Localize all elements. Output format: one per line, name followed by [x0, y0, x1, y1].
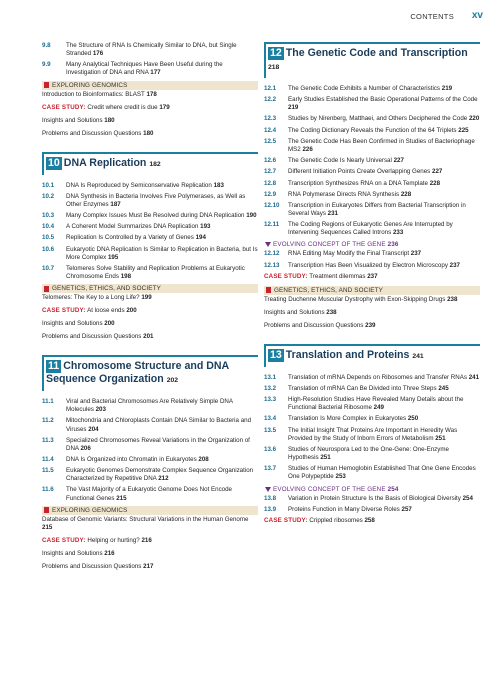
toc-entry[interactable] — [42, 61, 258, 77]
section-number: 13.3 — [264, 396, 277, 404]
section-number: 12.12 — [264, 250, 280, 258]
toc-entry[interactable] — [42, 265, 258, 281]
toc-entry[interactable] — [264, 427, 480, 443]
insights-entry[interactable] — [42, 117, 258, 125]
section-number: 9.8 — [42, 42, 51, 49]
toc-entry[interactable] — [42, 193, 258, 209]
chapter-heading-11[interactable] — [42, 355, 258, 391]
section-title: Viral and Bacterial Chromosomes Are Relatively Simple DNA Molecules — [66, 398, 233, 414]
section-page: 176 — [92, 50, 104, 58]
toc-entry[interactable] — [264, 191, 480, 199]
feature-title: Treating Duchenne Muscular Dystrophy with Exon-Skipping Drugs — [264, 295, 446, 303]
section-page: 193 — [200, 223, 211, 231]
case-study-page: 216 — [141, 536, 152, 544]
feature-title: Telomeres: The Key to a Long Life? — [42, 294, 140, 302]
toc-entry[interactable] — [264, 85, 480, 93]
section-title: Eukaryotic DNA Replication Is Similar to Replication in Bacteria, but Is More Complex — [66, 245, 258, 261]
toc-entry[interactable] — [264, 262, 480, 270]
section-title: A Coherent Model Summarizes DNA Replication — [66, 223, 199, 231]
section-number: 10.1 — [42, 181, 55, 189]
section-number: 12.11 — [264, 221, 280, 229]
toc-entry[interactable] — [264, 385, 480, 393]
section-number: 12.10 — [264, 201, 280, 209]
section-number: 13.5 — [264, 426, 277, 434]
toc-entry[interactable] — [264, 168, 480, 176]
feature-page: 238 — [447, 295, 458, 303]
section-title: Transcription Has Been Visualized by Electron Microscopy — [288, 261, 448, 269]
section-page: 198 — [120, 272, 132, 280]
section-page: 253 — [335, 473, 346, 481]
toc-entry[interactable] — [42, 437, 258, 453]
toc-entry[interactable] — [264, 495, 480, 503]
section-number: 10.2 — [42, 192, 55, 200]
insights-label: Insights and Solutions — [42, 116, 103, 124]
feature-banner: GENETICS, ETHICS, AND SOCIETY — [264, 286, 480, 295]
case-study-page: 237 — [367, 272, 378, 280]
chapter-number: 10 — [48, 156, 60, 169]
problems-label: Problems and Discussion Questions — [42, 129, 142, 137]
insights-page: 238 — [326, 308, 337, 316]
feature-title: Database of Genomic Variants: Structural Variations in the Human Genome — [42, 515, 249, 523]
chapter-page: 202 — [166, 377, 179, 385]
evolving-concept-banner[interactable] — [264, 240, 480, 249]
section-number: 12.4 — [264, 126, 277, 134]
section-page: 245 — [438, 385, 449, 392]
toc-entry[interactable] — [264, 180, 480, 188]
chapter-title: DNA Replication — [63, 156, 147, 169]
section-number: 11.4 — [42, 456, 54, 463]
section-title: Replication Is Controlled by a Variety of Genes — [66, 234, 194, 242]
section-title: DNA Is Reproduced by Semiconservative Replication — [66, 181, 212, 189]
problems-label: Problems and Discussion Questions — [42, 562, 142, 570]
problems-entry[interactable] — [264, 322, 480, 330]
toc-entry[interactable] — [264, 127, 480, 135]
section-title: Many Complex Issues Must Be Resolved during DNA Replication — [66, 212, 245, 220]
feature-banner: EXPLORING GENOMICS — [42, 81, 258, 90]
section-number: 11.5 — [42, 467, 54, 475]
section-page: 187 — [110, 200, 121, 208]
case-study-title: Treatment dilemmas — [309, 272, 366, 280]
section-title: Studies of Human Hemoglobin Established That One Gene Encodes One Polypeptide — [288, 465, 476, 481]
section-title: Transcription Synthesizes RNA on a DNA Template — [288, 179, 428, 187]
section-page: 183 — [213, 181, 224, 189]
toc-entry[interactable] — [42, 42, 258, 58]
section-title: Specialized Chromosomes Reveal Variations in the Organization of DNA — [66, 436, 250, 452]
section-number: 13.4 — [264, 415, 277, 423]
section-page: 208 — [198, 456, 209, 463]
section-number: 13.1 — [264, 373, 277, 381]
section-title: RNA Polymerase Directs RNA Synthesis — [288, 190, 400, 198]
section-title: The Coding Regions of Eukaryotic Genes Are Interrupted by Intervening Sequences Called Introns — [288, 221, 453, 237]
section-title: Studies of Neurospora Led to the One-Gene: One-Enzyme Hypothesis — [288, 445, 449, 462]
section-number: 11.6 — [42, 486, 54, 494]
insights-page: 180 — [104, 116, 115, 124]
section-number: 12.9 — [264, 190, 277, 198]
case-study-label: CASE STUDY: — [264, 272, 308, 280]
section-title: Many Analytical Techniques Have Been Useful during the Investigation of DNA and RNA — [66, 61, 223, 77]
evolving-concept-label: EVOLVING CONCEPT OF THE GENE — [273, 241, 386, 249]
case-study-label: CASE STUDY: — [42, 307, 86, 315]
section-title: Mitochondria and Chloroplasts Contain DNA Similar to Bacteria and Viruses — [66, 417, 252, 433]
section-number: 10.3 — [42, 212, 55, 220]
feature-banner: EXPLORING GENOMICS — [42, 506, 258, 515]
insights-page: 200 — [104, 320, 115, 328]
insights-entry[interactable] — [42, 550, 258, 558]
section-title: The Initial Insight That Proteins Are Important in Heredity Was Provided by the Study of Inborn Errors of Metabolism — [288, 426, 458, 442]
page-number: xv — [471, 10, 483, 21]
case-study-title: Helping or hurting? — [87, 536, 140, 544]
evolving-concept-banner[interactable] — [264, 485, 480, 494]
running-head: CONTENTS — [410, 12, 454, 21]
toc-entry[interactable] — [264, 465, 480, 481]
section-title: Early Studies Established the Basic Operational Patterns of the Code — [288, 96, 478, 104]
section-page: 225 — [458, 126, 469, 134]
section-page: 251 — [435, 434, 446, 442]
case-study-title: Credit where credit is due — [87, 103, 158, 111]
section-number: 10.5 — [42, 234, 55, 242]
section-title: DNA Is Organized into Chromatin in Eukaryotes — [66, 456, 197, 463]
insights-label: Insights and Solutions — [264, 308, 325, 316]
chapter-title: Chromosome Structure and DNA Sequence Organization — [46, 360, 229, 386]
toc-entry[interactable] — [264, 396, 480, 412]
section-page: 231 — [327, 209, 338, 217]
chapter-page: 182 — [149, 160, 161, 168]
section-page: 251 — [320, 454, 331, 462]
toc-entry[interactable] — [42, 486, 258, 502]
section-page: 206 — [80, 444, 91, 452]
toc-entry[interactable] — [264, 250, 480, 258]
section-page: 227 — [393, 157, 404, 165]
section-number: 11.1 — [42, 398, 54, 406]
insights-label: Insights and Solutions — [42, 549, 103, 557]
insights-page: 216 — [104, 549, 115, 557]
section-number: 10.4 — [42, 223, 55, 231]
case-study-page: 200 — [126, 307, 137, 315]
section-number: 12.3 — [264, 115, 277, 123]
chapter-heading-10[interactable] — [42, 152, 258, 175]
toc-entry[interactable] — [264, 96, 480, 112]
chapter-number: 11 — [48, 360, 60, 373]
section-title: Telomeres Solve Stability and Replication Problems at Eukaryotic Chromosome Ends — [66, 264, 245, 280]
section-number: 13.6 — [264, 445, 277, 453]
section-page: 177 — [150, 69, 161, 77]
chapter-page: 241 — [412, 352, 424, 360]
toc-entry[interactable] — [264, 446, 480, 462]
section-page: 237 — [410, 250, 422, 258]
section-number: 13.2 — [264, 385, 277, 392]
feature-entry[interactable] — [42, 91, 258, 99]
section-title: Variation in Protein Structure Is the Basis of Biological Diversity — [288, 494, 461, 502]
chapter-heading-13[interactable] — [264, 344, 480, 367]
chapter-page: 218 — [268, 64, 280, 71]
section-title: The Genetic Code Exhibits a Number of Characteristics — [288, 85, 441, 92]
feature-entry[interactable] — [42, 516, 258, 532]
section-title: RNA Editing May Modify the Final Transcript — [288, 250, 410, 258]
section-title: The Genetic Code Is Nearly Universal — [288, 157, 392, 165]
section-page: 226 — [302, 145, 313, 153]
section-title: The Structure of RNA Is Chemically Similar to DNA, but Single Stranded — [66, 42, 237, 58]
section-number: 9.9 — [42, 61, 51, 69]
evolving-concept-label: EVOLVING CONCEPT OF THE GENE — [273, 485, 386, 493]
section-page: 250 — [407, 415, 419, 423]
feature-banner: GENETICS, ETHICS, AND SOCIETY — [42, 284, 258, 293]
section-title: The Vast Majority of a Eukaryotic Genome Does Not Encode Functional Genes — [66, 486, 232, 502]
evolving-concept-page: 254 — [387, 485, 399, 493]
section-page: 254 — [462, 494, 473, 502]
section-number: 12.5 — [264, 137, 277, 145]
toc-entry[interactable] — [264, 506, 480, 514]
toc-entry[interactable] — [42, 467, 258, 483]
problems-label: Problems and Discussion Questions — [264, 321, 364, 329]
section-number: 12.2 — [264, 96, 277, 104]
section-title: The Genetic Code Has Been Confirmed in Studies of Bacteriophage MS2 — [288, 137, 475, 153]
case-study-entry[interactable] — [264, 517, 480, 525]
section-number: 12.13 — [264, 261, 280, 269]
section-title: The Coding Dictionary Reveals the Function of the 64 Triplets — [288, 126, 457, 134]
section-number: 12.8 — [264, 179, 277, 187]
section-page: 204 — [88, 425, 99, 433]
section-number: 13.7 — [264, 465, 277, 473]
toc-entry[interactable] — [264, 415, 480, 423]
section-title: DNA Synthesis in Bacteria Involves Five Polymerases, as Well as Other Enzymes — [66, 192, 246, 208]
section-page: 227 — [432, 168, 443, 176]
section-page: 194 — [195, 234, 206, 242]
toc-entry[interactable] — [264, 202, 480, 218]
feature-page: 215 — [42, 523, 53, 531]
section-number: 11.2 — [42, 417, 54, 425]
toc-entry[interactable] — [264, 374, 480, 382]
feature-title: Introduction to Bioinformatics: BLAST — [42, 90, 145, 98]
section-title: Translation of mRNA Depends on Ribosomes and Transfer RNAs — [288, 373, 467, 381]
section-number: 12.7 — [264, 168, 277, 176]
section-page: 219 — [441, 85, 453, 92]
problems-page: 201 — [143, 333, 154, 341]
right-column — [264, 42, 480, 530]
problems-entry[interactable] — [42, 333, 258, 341]
section-page: 220 — [468, 115, 480, 123]
problems-page: 239 — [365, 321, 376, 329]
toc-entry[interactable] — [264, 115, 480, 123]
toc-entry[interactable] — [42, 246, 258, 262]
page-header — [0, 0, 500, 30]
case-study-label: CASE STUDY: — [42, 103, 86, 111]
feature-page: 199 — [141, 294, 152, 302]
section-title: Translation Is More Complex in Eukaryotes — [288, 415, 407, 423]
case-study-page: 258 — [364, 516, 375, 524]
case-study-entry[interactable] — [42, 104, 258, 112]
section-page: 257 — [401, 505, 412, 513]
section-title: Transcription in Eukaryotes Differs from Bacterial Transcription in Several Ways — [288, 201, 466, 217]
toc-entry[interactable] — [42, 182, 258, 190]
problems-page: 180 — [143, 129, 154, 137]
chapter-heading-12[interactable] — [264, 42, 480, 78]
toc-entry[interactable] — [42, 417, 258, 433]
section-page: 228 — [429, 179, 441, 187]
insights-entry[interactable] — [264, 309, 480, 317]
toc-entry[interactable] — [42, 234, 258, 242]
section-page: 237 — [449, 261, 460, 269]
feature-page: 178 — [146, 90, 157, 98]
section-title: Eukaryotic Genomes Demonstrate Complex Sequence Organization Characterized by Repetitive DNA — [66, 467, 254, 483]
toc-entry[interactable] — [264, 221, 480, 237]
toc-entry[interactable] — [42, 398, 258, 414]
case-study-title: At loose ends — [87, 307, 125, 315]
section-number: 13.8 — [264, 494, 277, 502]
problems-entry[interactable] — [42, 130, 258, 138]
toc-entry[interactable] — [42, 212, 258, 220]
section-number: 12.1 — [264, 85, 277, 92]
section-page: 190 — [246, 212, 257, 220]
section-page: 233 — [392, 229, 404, 237]
feature-entry[interactable] — [264, 296, 480, 304]
chapter-title: Translation and Proteins — [285, 348, 410, 361]
section-number: 12.6 — [264, 157, 277, 165]
chapter-number: 12 — [270, 47, 282, 59]
section-title: Studies by Nirenberg, Matthaei, and Others Deciphered the Code — [288, 115, 468, 123]
section-number: 10.7 — [42, 264, 55, 272]
section-title: Different Initiation Points Create Overlapping Genes — [288, 168, 431, 176]
problems-page: 217 — [143, 562, 154, 570]
section-page: 228 — [400, 190, 412, 198]
problems-label: Problems and Discussion Questions — [42, 333, 142, 341]
case-study-page: 179 — [159, 103, 170, 111]
toc-entry[interactable] — [264, 138, 480, 154]
section-page: 219 — [288, 104, 299, 112]
section-title: Translation of mRNA Can Be Divided into Three Steps — [288, 385, 437, 392]
section-page: 249 — [373, 404, 384, 412]
left-column — [42, 42, 258, 576]
case-study-title: Crippled ribosomes — [309, 516, 363, 524]
case-study-label: CASE STUDY: — [42, 536, 86, 544]
toc-entry[interactable] — [42, 456, 258, 464]
section-page: 215 — [116, 494, 127, 502]
section-page: 241 — [468, 373, 480, 381]
insights-label: Insights and Solutions — [42, 320, 103, 328]
chapter-title: The Genetic Code and Transcription — [285, 47, 468, 59]
section-title: High-Resolution Studies Have Revealed Many Details about the Functional Bacterial Ribosome — [288, 396, 464, 412]
chapter-number: 13 — [270, 348, 282, 361]
section-number: 11.3 — [42, 436, 54, 444]
case-study-entry[interactable] — [42, 537, 258, 545]
section-number: 13.9 — [264, 505, 277, 513]
case-study-label: CASE STUDY: — [264, 516, 308, 524]
toc-entry[interactable] — [42, 223, 258, 231]
insights-entry[interactable] — [42, 320, 258, 328]
feature-entry[interactable] — [42, 294, 258, 302]
evolving-concept-page: 236 — [387, 241, 399, 249]
section-page: 203 — [95, 406, 106, 414]
toc-entry[interactable] — [264, 157, 480, 165]
case-study-entry[interactable] — [264, 273, 480, 281]
problems-entry[interactable] — [42, 563, 258, 571]
section-number: 10.6 — [42, 245, 55, 253]
section-page: 195 — [107, 253, 119, 261]
section-page: 212 — [158, 475, 169, 483]
case-study-entry[interactable] — [42, 307, 258, 315]
section-title: Proteins Function in Many Diverse Roles — [288, 505, 400, 513]
